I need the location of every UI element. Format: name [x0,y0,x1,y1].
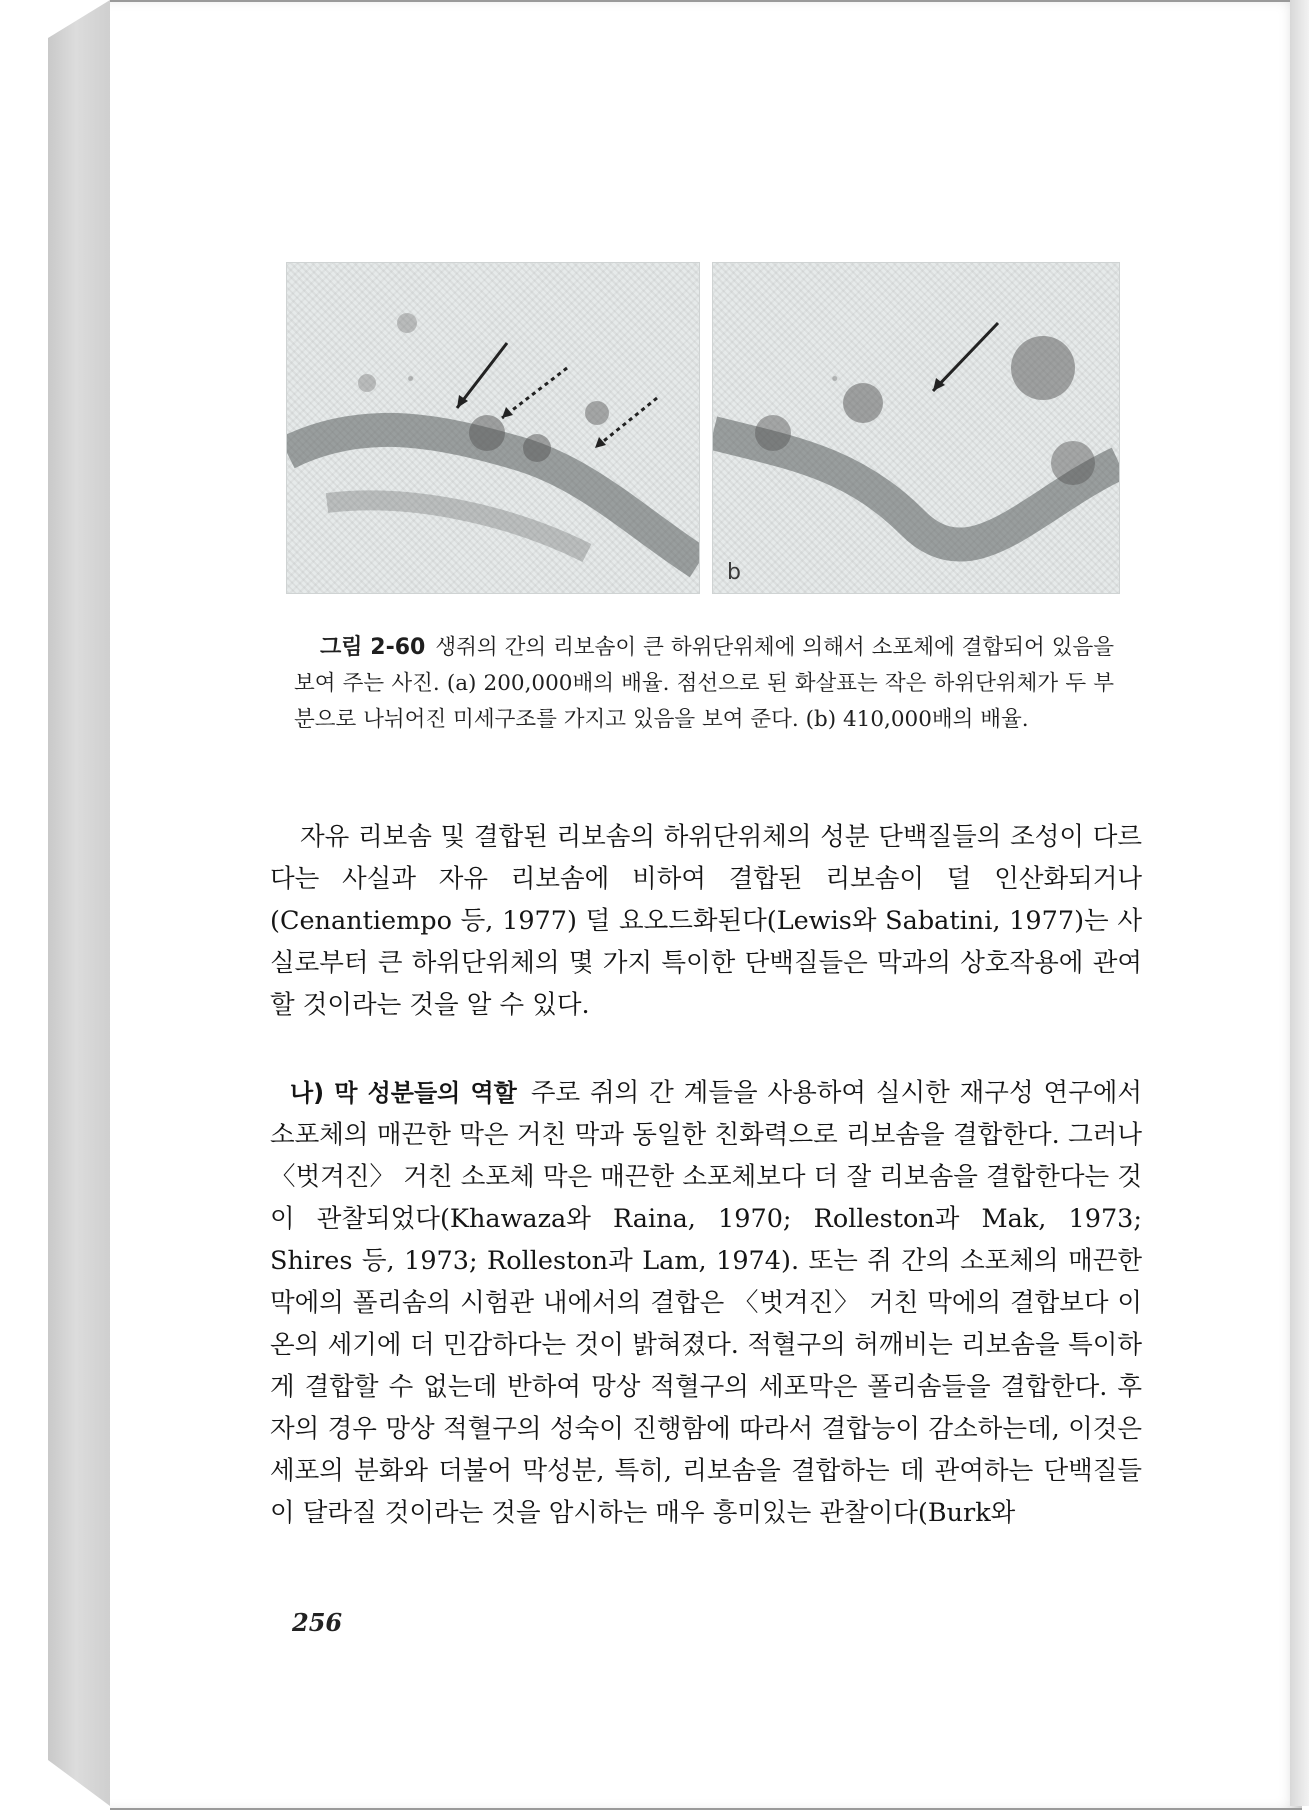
section-heading: 나) 막 성분들의 역할 [290,1079,517,1107]
figure-panel-b [712,262,1120,594]
solid-arrow-b [933,323,998,391]
micrograph-a-image [287,263,699,593]
book-page-edge [1290,0,1309,1806]
caption-text: 생쥐의 간의 리보솜이 큰 하위단위체에 의해서 소포체에 결합되어 있음을 보여 주는 사진. (a) 200,000배의 배율. 점선으로 된 화살표는 작은 하위단위체가 두 부분으로 나뉘어진 미세구조를 가지고 있음을 보여 준다. (b) 410,000배의 배율. [294,635,1115,732]
page-number: 256 [292,1608,343,1637]
book-spine [48,0,110,1806]
figure-panel-a [286,262,700,594]
solid-arrow-a [457,343,507,408]
body-paragraph-2 [270,1072,1142,1534]
figure-number: 그림 2-60 [320,635,426,660]
body-paragraph-1: 자유 리보솜 및 결합된 리보솜의 하위단위체의 성분 단백질들의 조성이 다르다는 사실과 자유 리보솜에 비하여 결합된 리보솜이 덜 인산화되거나(Cenantiempo 등, 1977) 덜 요오드화된다(Lewis와 Sabatini, 1977)는 사실로부터 큰 하위단위체의 몇 가지 특이한 단백질들은 막과의 상호작용에 관여할 것이라는 것을 알 수 있다. [270,822,1142,1020]
panel-b-letter: b [727,560,741,585]
paragraph-2-text: 주로 쥐의 간 계들을 사용하여 실시한 재구성 연구에서 소포체의 매끈한 막은 거친 막과 동일한 친화력으로 리보솜을 결합한다. 그러나 〈벗겨진〉 거친 소포체 막은 매끈한 소포체보다 더 잘 리보솜을 결합한다는 것이 관찰되었다(Khawaza와 Raina, 1970; Rolleston과 Mak, 1973; Shires 등, 1973; Rolleston과 Lam, 1974). 또는 쥐 간의 소포체의 매끈한 막에의 폴리솜의 시험관 내에서의 결합은 〈벗겨진〉 거친 막에의 결합보다 이온의 세기에 더 민감하다는 것이 밝혀졌다. 적혈구의 허깨비는 리보솜을 특이하게 결합할 수 없는데 반하여 망상 적혈구의 세포막은 폴리솜들을 결합한다. 후자의 경우 망상 적혈구의 성숙이 진행함에 따라서 결합능이 감소하는데, 이것은 세포의 분화와 더불어 막성분, 특히, 리보솜을 결합하는 데 관여하는 단백질들이 달라질 것이라는 것을 암시하는 매우 흥미있는 관찰이다(Burk와 [270,1078,1142,1528]
dashed-arrow-1 [502,368,567,418]
micrograph-b-image [713,263,1119,593]
figure-caption [294,630,1114,738]
